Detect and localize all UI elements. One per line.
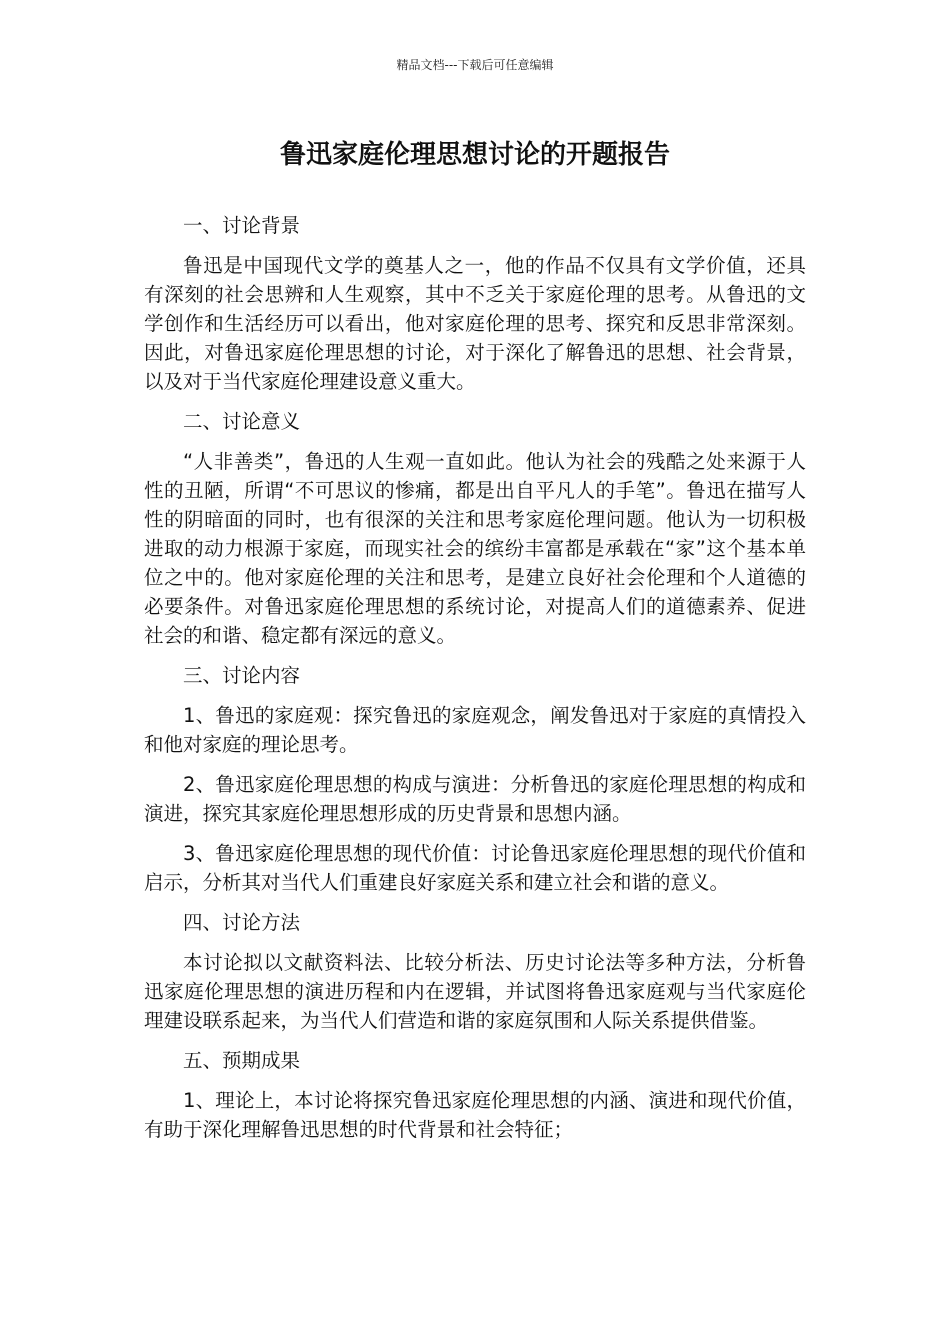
paragraph-background: 鲁迅是中国现代文学的奠基人之一，他的作品不仅具有文学价值，还具有深刻的社会思辨和人生观察，其中不乏关于家庭伦理的思考。从鲁迅的文学创作和生活经历可以看出，他对家庭伦理的思考、探究和反思非常深刻。因此，对鲁迅家庭伦理思想的讨论，对于深化了解鲁迅的思想、社会背景，以及对于当代家庭伦理建设意义重大。 — [144, 254, 806, 393]
document-title: 鲁迅家庭伦理思想讨论的开题报告 — [279, 140, 670, 170]
content-item-3: 3、鲁迅家庭伦理思想的现代价值：讨论鲁迅家庭伦理思想的现代价值和启示，分析其对当代人们重建良好家庭关系和建立社会和谐的意义。 — [144, 842, 806, 894]
section-heading-outcomes: 五、预期成果 — [183, 1049, 301, 1072]
section-heading-method: 四、讨论方法 — [183, 911, 301, 934]
content-item-2: 2、鲁迅家庭伦理思想的构成与演进：分析鲁迅的家庭伦理思想的构成和演进，探究其家庭伦理思想形成的历史背景和思想内涵。 — [144, 773, 806, 825]
document-body — [144, 211, 806, 1155]
content-item-1: 1、鲁迅的家庭观：探究鲁迅的家庭观念，阐发鲁迅对于家庭的真情投入和他对家庭的理论思考。 — [144, 704, 806, 756]
page-header: 精品文档---下载后可任意编辑 — [396, 58, 554, 72]
outcome-item-1: 1、理论上，本讨论将探究鲁迅家庭伦理思想的内涵、演进和现代价值，有助于深化理解鲁迅思想的时代背景和社会特征； — [144, 1089, 806, 1141]
section-heading-background: 一、讨论背景 — [183, 214, 301, 237]
paragraph-method: 本讨论拟以文献资料法、比较分析法、历史讨论法等多种方法，分析鲁迅家庭伦理思想的演进历程和内在逻辑，并试图将鲁迅家庭观与当代家庭伦理建设联系起来，为当代人们营造和谐的家庭氛围和人际关系提供借鉴。 — [144, 951, 806, 1032]
section-heading-significance: 二、讨论意义 — [183, 410, 301, 433]
paragraph-significance: “人非善类”，鲁迅的人生观一直如此。他认为社会的残酷之处来源于人性的丑陋，所谓“不可思议的惨痛，都是出自平凡人的手笔”。鲁迅在描写人性的阴暗面的同时，也有很深的关注和思考家庭伦理问题。他认为一切积极进取的动力根源于家庭，而现实社会的缤纷丰富都是承载在“家”这个基本单位之中的。他对家庭伦理的关注和思考，是建立良好社会伦理和个人道德的必要条件。对鲁迅家庭伦理思想的系统讨论，对提高人们的道德素养、促进社会的和谐、稳定都有深远的意义。 — [144, 450, 806, 647]
section-heading-content: 三、讨论内容 — [183, 664, 301, 687]
